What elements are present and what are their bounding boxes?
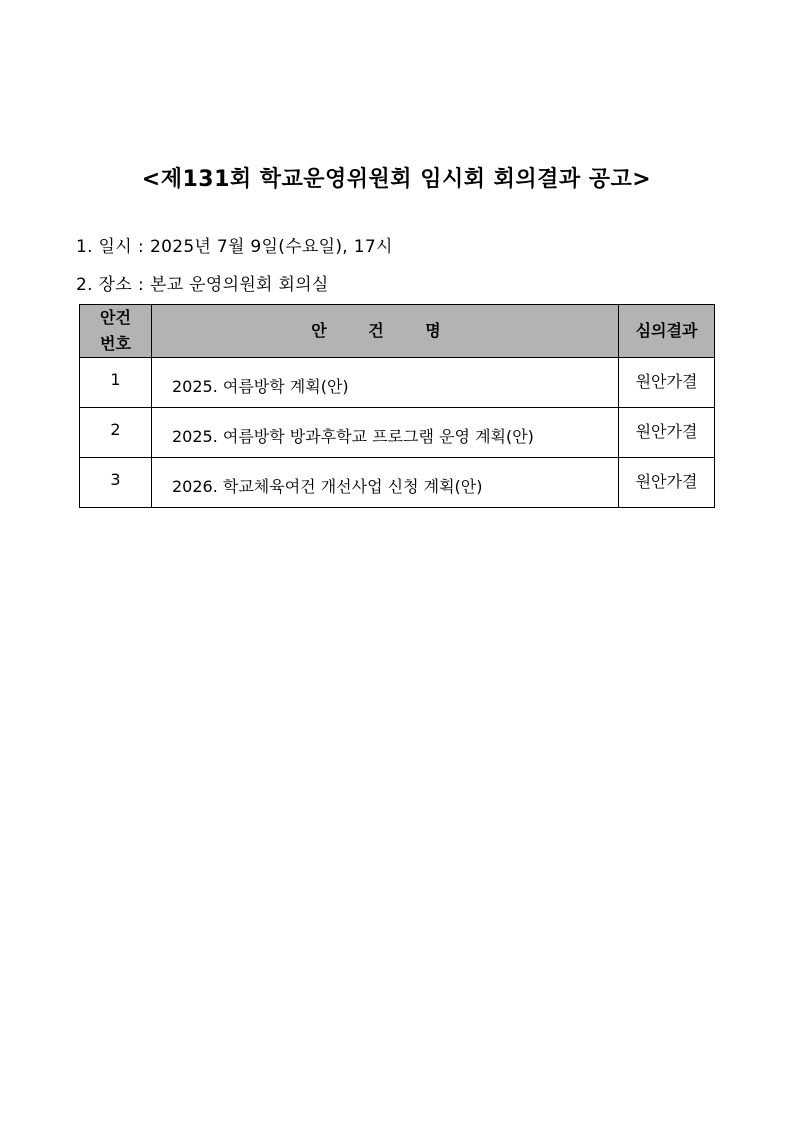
date-label: 1. 일시 — [76, 237, 132, 257]
meeting-place-line — [76, 270, 329, 295]
document-title: <제131회 학교운영위원회 임시회 회의결과 공고> — [141, 167, 652, 192]
header-agenda-number-line1: 안건 — [100, 308, 131, 327]
meeting-date-line — [76, 232, 393, 257]
table-row — [80, 358, 715, 408]
header-agenda-number-line2: 번호 — [100, 334, 131, 353]
table-header-row — [80, 305, 715, 358]
place-separator: : — [137, 275, 144, 295]
table-row — [80, 458, 715, 508]
agenda-number-cell: 3 — [80, 458, 152, 508]
header-agenda-name: 안 건 명 — [152, 305, 619, 358]
place-label: 2. 장소 — [76, 275, 132, 295]
place-value: 본교 운영의원회 회의실 — [150, 275, 329, 295]
agenda-name-cell: 2025. 여름방학 방과후학교 프로그램 운영 계획(안) — [152, 408, 619, 458]
agenda-name-cell: 2025. 여름방학 계획(안) — [152, 358, 619, 408]
review-result-cell: 원안가결 — [619, 358, 715, 408]
review-result-cell: 원안가결 — [619, 408, 715, 458]
table-row — [80, 408, 715, 458]
header-agenda-number — [80, 305, 152, 358]
agenda-table — [79, 304, 715, 508]
agenda-name-cell: 2026. 학교체육여건 개선사업 신청 계획(안) — [152, 458, 619, 508]
agenda-number-cell: 1 — [80, 358, 152, 408]
date-separator: : — [137, 237, 144, 257]
header-review-result: 심의결과 — [619, 305, 715, 358]
review-result-cell: 원안가결 — [619, 458, 715, 508]
agenda-number-cell: 2 — [80, 408, 152, 458]
date-value: 2025년 7월 9일(수요일), 17시 — [150, 237, 393, 257]
